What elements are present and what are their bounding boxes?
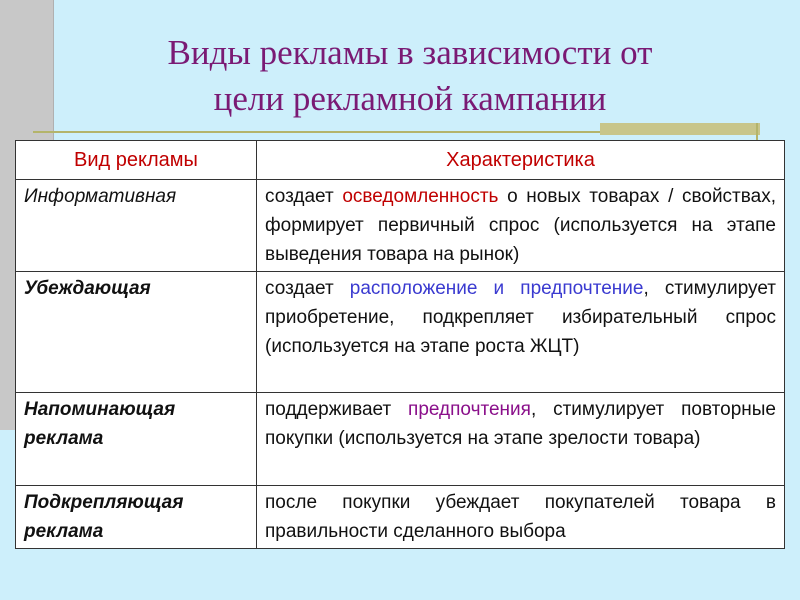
column-header-characteristic: Характеристика (257, 141, 785, 180)
advertising-types-table (15, 140, 785, 549)
slide-title-line-1: Виды рекламы в зависимости от (167, 33, 653, 72)
description-highlight: осведомленность (342, 186, 499, 207)
description-highlight: предпочтения (408, 399, 531, 420)
slide-title-line-2: цели рекламной кампании (213, 79, 607, 118)
ad-type-name: Подкрепляющая реклама (16, 486, 257, 549)
column-header-type: Вид рекламы (16, 141, 257, 180)
ad-type-description (257, 393, 785, 486)
table-row (16, 486, 785, 549)
decorative-divider-block (600, 123, 760, 135)
description-highlight: расположение и предпочтение (349, 278, 644, 299)
table-header-row (16, 141, 785, 180)
ad-type-description: после покупки убеждает покупателей товара в правильности сделанного выбора (257, 486, 785, 549)
description-text: , стимулирует приобретение, подкрепляет избирательный спрос (используется на этапе роста ЖЦТ) (265, 278, 776, 357)
table-row (16, 393, 785, 486)
table-row (16, 272, 785, 393)
description-text: , стимулирует повторные покупки (используется на этапе зрелости товара) (265, 399, 777, 449)
table-row (16, 180, 785, 272)
ad-type-name: Напоминающая реклама (16, 393, 257, 486)
description-text: создает (265, 278, 350, 299)
description-text: о новых товарах / свойствах, формирует первичный спрос (используется на этапе выведения товара на рынок) (265, 186, 776, 265)
ad-type-name: Убеждающая (16, 272, 257, 393)
ad-type-description (257, 272, 785, 393)
slide-title (90, 30, 730, 122)
ad-type-name: Информативная (16, 180, 257, 272)
description-text: создает (265, 186, 343, 207)
ad-type-description (257, 180, 785, 272)
description-text: поддерживает (265, 399, 409, 420)
